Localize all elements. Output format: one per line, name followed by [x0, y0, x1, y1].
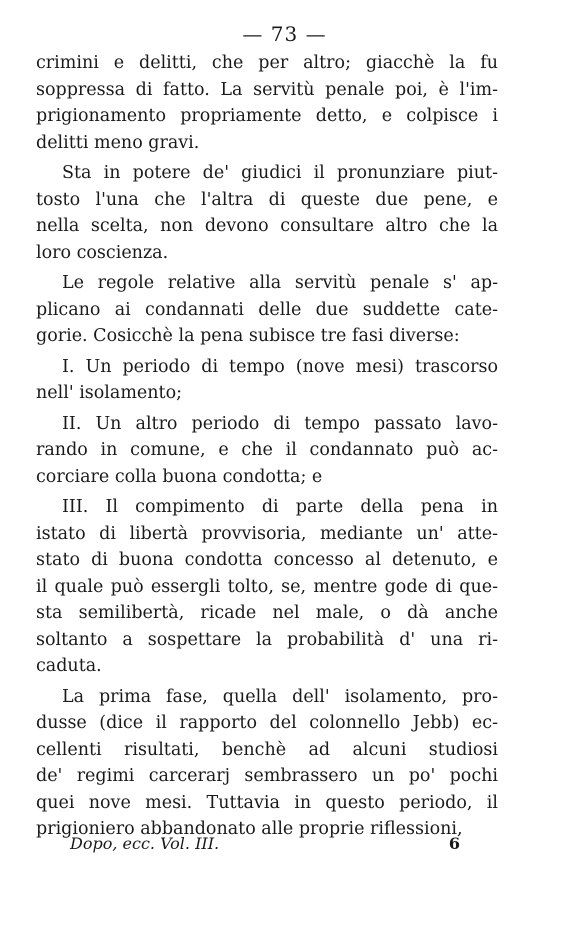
paragraph [36, 494, 498, 680]
text-line: nell' isolamento; [36, 383, 183, 403]
text-line: II. Un altro periodo di tempo passato lavo- [62, 413, 498, 434]
text-line: soltanto a sospettare la probabilità d' una ri- [36, 629, 498, 650]
paragraph [36, 684, 498, 843]
text-line: III. Il compimento di parte della pena in [62, 497, 498, 517]
text-line: quei nove mesi. Tuttavia in questo periodo, il [36, 792, 498, 813]
signature-mark: 6 [448, 834, 460, 853]
text-line: Le regole relative alla servitù penale s' ap- [62, 273, 498, 293]
text-line: de' regimi carcerarj sembrassero un po' pochi [36, 766, 498, 786]
running-title: Dopo, ecc. Vol. III. [70, 834, 220, 853]
text-line: prigionamento propriamente detto, e colpisce i [36, 106, 498, 126]
text-line: soppressa di fatto. La servitù penale poi, è l'im- [36, 79, 498, 100]
text-line: sta semilibertà, ricade nel male, o dà anche [36, 603, 498, 623]
text-line: gorie. Cosicchè la pena subisce tre fasi diverse: [36, 326, 460, 346]
paragraph [36, 411, 498, 491]
text-line: tosto l'una che l'altra di queste due pene, e [36, 189, 498, 210]
text-line: rando in comune, e che il condannato può ac- [36, 440, 498, 460]
page-footer [70, 834, 460, 853]
text-line: nella scelta, non devono consultare altro che la [36, 216, 498, 236]
paragraph [36, 50, 498, 156]
text-line: dusse (dice il rapporto del colonnello Jebb) ec- [36, 713, 498, 733]
text-line: prigioniero abbandonato alle proprie riflessioni, [36, 819, 463, 839]
body-text [36, 50, 498, 847]
text-line: stato di buona condotta concesso al detenuto, e [36, 550, 498, 570]
text-line: Sta in potere de' giudici il pronunziare piut- [62, 163, 498, 183]
text-line: I. Un periodo di tempo (nove mesi) trascorso [62, 356, 498, 377]
text-line: La prima fase, quella dell' isolamento, pro- [62, 686, 498, 707]
text-line: plicano ai condannati delle due suddette cate- [36, 299, 498, 320]
text-line: istato di libertà provvisoria, mediante un' atte- [36, 523, 498, 544]
text-line: cellenti risultati, benchè ad alcuni studiosi [36, 739, 498, 760]
text-line: il quale può essergli tolto, se, mentre gode di que- [36, 576, 498, 597]
paragraph [36, 354, 498, 407]
text-line: delitti meno gravi. [36, 132, 200, 153]
text-line: corciare colla buona condotta; e [36, 466, 323, 487]
text-line: crimini e delitti, che per altro; giacchè la fu [36, 53, 498, 73]
paragraph [36, 270, 498, 350]
text-line: caduta. [36, 656, 102, 676]
paragraph [36, 160, 498, 266]
text-line: loro coscienza. [36, 242, 169, 263]
page-number: — 73 — [242, 22, 327, 46]
